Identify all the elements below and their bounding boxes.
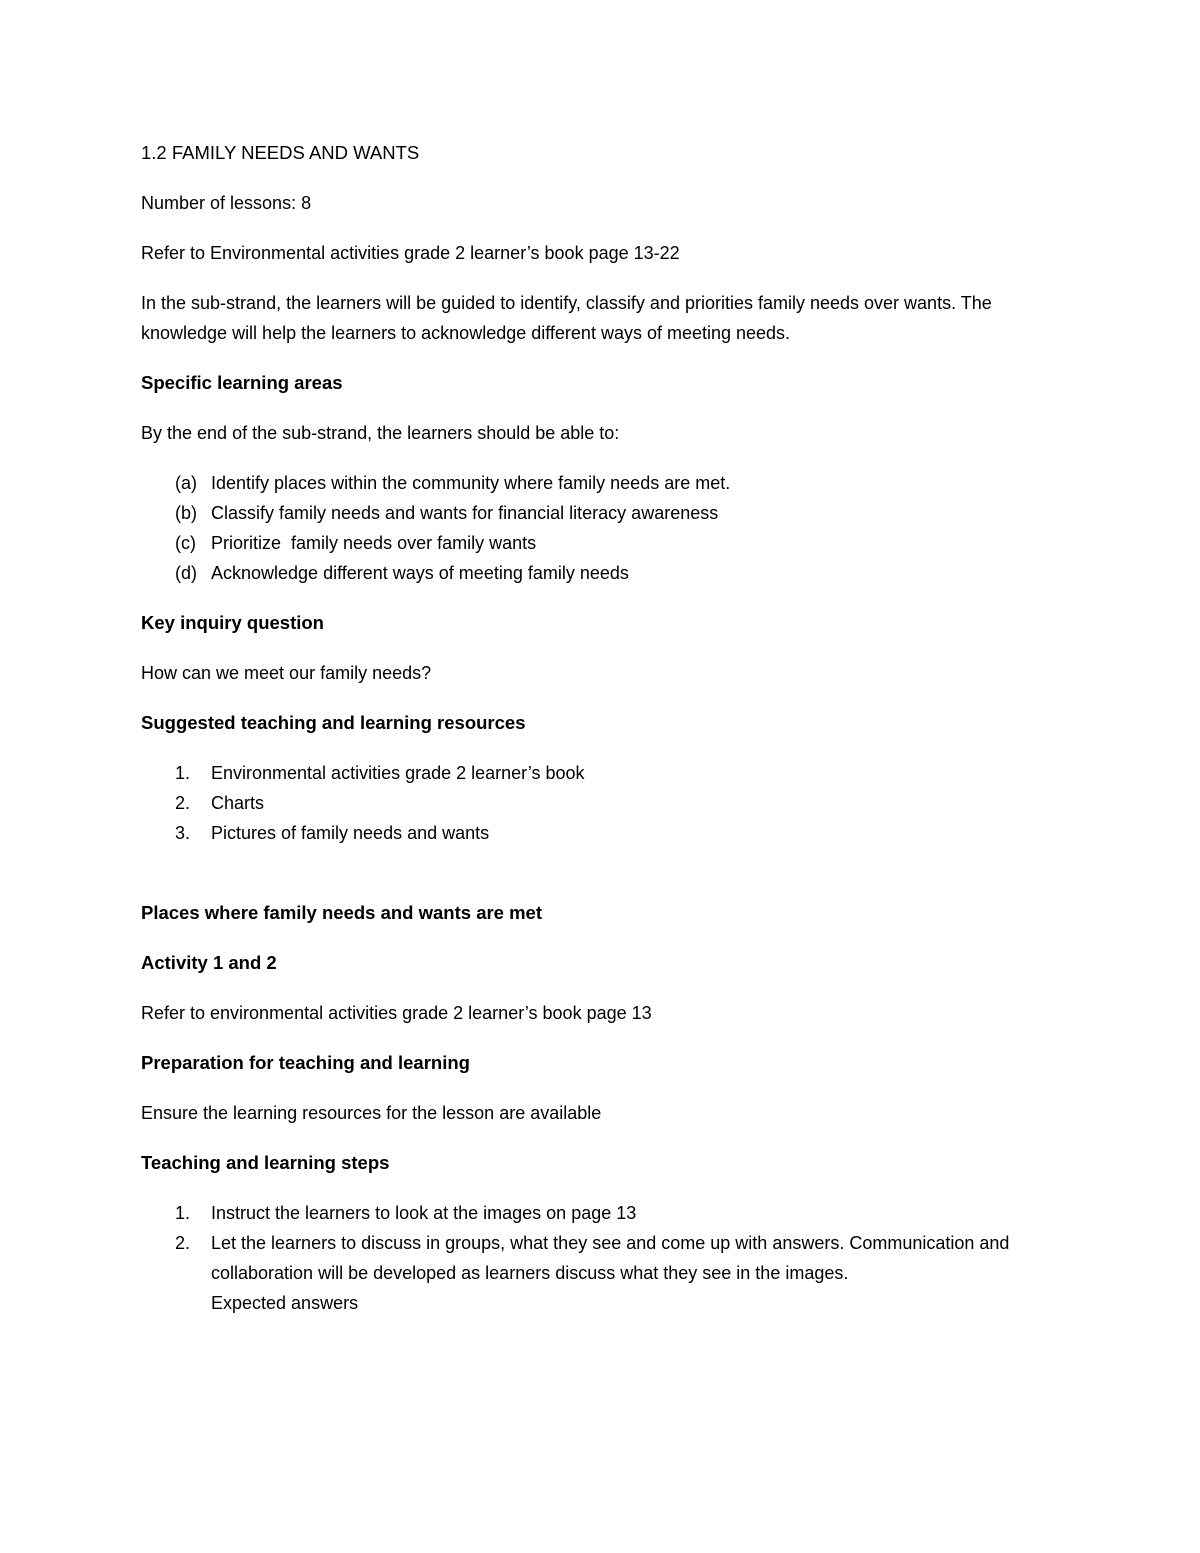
list-item (141, 1198, 1061, 1228)
spacer (141, 868, 1061, 898)
list-marker: 2. (175, 793, 191, 813)
list-marker: 1. (175, 763, 191, 783)
list-item-text: Prioritize family needs over family wants (211, 533, 537, 553)
lessons-count: Number of lessons: 8 (141, 193, 312, 213)
list-item (141, 468, 1061, 498)
list-marker: (a) (175, 473, 197, 493)
expected-answers-label: Expected answers (211, 1293, 359, 1313)
list-item-text: Charts (211, 793, 265, 813)
list-item (141, 1228, 1061, 1318)
list-marker: (c) (175, 533, 196, 553)
activity-reference: Refer to environmental activities grade 2 learner’s book page 13 (141, 1003, 652, 1023)
list-item-text: Acknowledge different ways of meeting family needs (211, 563, 629, 583)
list-item (141, 818, 1061, 848)
list-marker: 1. (175, 1203, 191, 1223)
list-item (141, 558, 1061, 588)
list-marker: 2. (175, 1233, 191, 1253)
specific-learning-list (141, 468, 1061, 588)
resources-list (141, 758, 1061, 848)
places-heading: Places where family needs and wants are met (141, 902, 543, 923)
list-item (141, 498, 1061, 528)
list-item-text: Identify places within the community where family needs are met. (211, 473, 731, 493)
activity-heading: Activity 1 and 2 (141, 952, 277, 973)
resources-heading: Suggested teaching and learning resources (141, 712, 526, 733)
list-item-text: Classify family needs and wants for financial literacy awareness (211, 503, 719, 523)
document-body (141, 138, 1061, 1338)
specific-learning-heading: Specific learning areas (141, 372, 343, 393)
steps-heading: Teaching and learning steps (141, 1152, 390, 1173)
inquiry-heading: Key inquiry question (141, 612, 324, 633)
list-marker: (d) (175, 563, 197, 583)
specific-learning-lead: By the end of the sub-strand, the learners should be able to: (141, 423, 620, 443)
list-item (141, 528, 1061, 558)
list-marker: 3. (175, 823, 191, 843)
steps-list (141, 1198, 1061, 1318)
inquiry-question: How can we meet our family needs? (141, 663, 432, 683)
list-item (141, 788, 1061, 818)
preparation-text: Ensure the learning resources for the lesson are available (141, 1103, 602, 1123)
list-item (141, 758, 1061, 788)
list-item-text: Pictures of family needs and wants (211, 823, 490, 843)
list-item-text: Let the learners to discuss in groups, what they see and come up with answers. Communication and collaboration will be developed as learners discuss what they see in the images. (211, 1233, 1010, 1283)
list-item-text: Environmental activities grade 2 learner’s book (211, 763, 585, 783)
list-marker: (b) (175, 503, 197, 523)
preparation-heading: Preparation for teaching and learning (141, 1052, 470, 1073)
reference-text: Refer to Environmental activities grade 2 learner’s book page 13-22 (141, 243, 680, 263)
page-title: 1.2 FAMILY NEEDS AND WANTS (141, 142, 420, 163)
list-item-text: Instruct the learners to look at the images on page 13 (211, 1203, 637, 1223)
intro-paragraph: In the sub-strand, the learners will be guided to identify, classify and priorities family needs over wants. The knowledge will help the learners to acknowledge different ways of meeting needs. (141, 293, 992, 343)
